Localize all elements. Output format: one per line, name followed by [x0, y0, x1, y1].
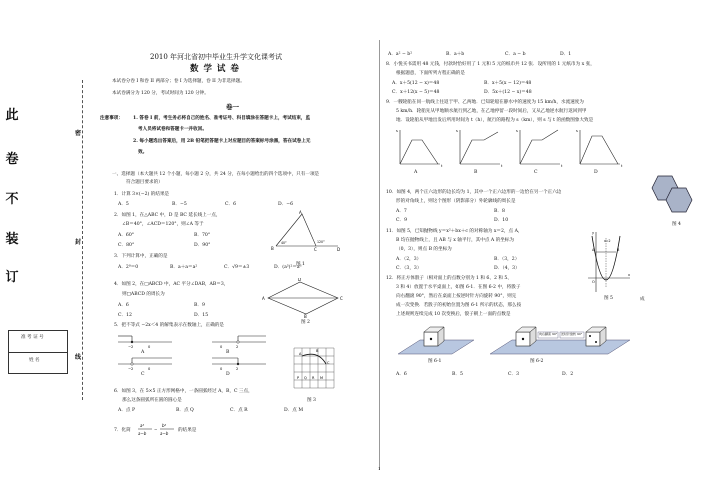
question-text: 成一次变换．若骰子的初始位置为图 6-1 所示的状态，那么按: [396, 303, 522, 308]
svg-text:0: 0: [220, 345, 223, 349]
question-text: ∠B＝40°，∠ACD＝120°，则∠A 等于: [122, 222, 204, 227]
option: D．(a³)²＝a⁶: [274, 265, 302, 270]
figure-caption: 图 6-2: [530, 359, 544, 364]
section-title: 符合题目要求的）: [126, 180, 163, 185]
option: A．点 P: [118, 408, 136, 413]
graph-d: [580, 130, 620, 164]
svg-text:C: C: [327, 361, 330, 365]
line-ending-text: 成: [640, 297, 645, 302]
number-line-b: [212, 336, 266, 349]
binding-line: [82, 80, 83, 400]
figure-caption: 图 1: [296, 262, 305, 267]
svg-text:−2: −2: [128, 345, 134, 349]
option: A．a² − b²: [388, 52, 413, 57]
seal-char: 密: [75, 130, 82, 137]
seal-char: 封: [75, 239, 82, 246]
number-line-d: [212, 358, 266, 371]
question-text: 形的对角线上，则这个图形（阴影部分）外轮廓线的周长是: [396, 199, 516, 204]
option: B．a＋b: [446, 52, 465, 57]
svg-text:t: t: [501, 164, 503, 168]
number-line-a: [118, 336, 172, 349]
option: B．5: [452, 372, 463, 377]
svg-text:0: 0: [220, 367, 223, 371]
svg-text:0: 0: [148, 345, 151, 349]
sidebar-char: 不: [5, 192, 19, 207]
question-text: 11．如图 5，已知抛物线 y＝x²＋bx＋c 的对称轴为 x＝2，点 A，: [386, 229, 523, 234]
option: D．5x＋(12 − x)＝48: [484, 90, 532, 95]
seal-char: 线: [75, 354, 82, 361]
option: A．x＋5(12 − x)＝48: [392, 81, 440, 86]
question-text: 则□ABCD 的周长为: [122, 292, 165, 297]
option-label: B: [226, 350, 230, 355]
option: A．60°: [118, 233, 135, 238]
volume-title: 卷一: [226, 103, 239, 111]
question-text: 8．小悦买书需用 48 元钱，付款时恰好用了 1 元和 5 元的纸币共 12 张．设所用的 1 元纸币为 x 张，: [386, 62, 595, 67]
svg-text:x: x: [628, 273, 631, 277]
exam-title: 2010 年河北省初中毕业生升学文化课考试: [150, 53, 283, 61]
svg-text:R: R: [312, 376, 315, 380]
svg-text:s: s: [396, 129, 398, 133]
svg-text:D: D: [337, 247, 341, 252]
svg-text:C: C: [340, 296, 343, 301]
option: A．（2，3）: [396, 257, 422, 262]
option-label: C: [534, 170, 538, 175]
sidebar-char: 订: [5, 270, 19, 285]
svg-text:O: O: [592, 280, 595, 284]
question-text: 1．计算 3×(−2) 的结果是: [114, 192, 170, 197]
option-label: B: [474, 170, 478, 175]
arc: [302, 354, 326, 364]
question-text: 向右翻滚 90°，然后在桌面上按逆时针方向旋转 90°，则完: [396, 294, 517, 299]
notice-label: 注意事项：: [100, 116, 123, 121]
question-text: 3 和 4）放置于水平桌面上，如图 6-1．在图 6-2 中，将骰子: [396, 285, 521, 290]
option: A．6: [396, 372, 407, 377]
svg-text:A: A: [299, 352, 302, 356]
dice-1: [424, 327, 444, 346]
examinee-id-label: 准 考 证 号: [21, 335, 44, 340]
option: C．6: [225, 202, 237, 207]
option: C．80°: [118, 243, 135, 248]
option-label: D: [594, 170, 598, 175]
svg-text:b²: b²: [162, 423, 167, 428]
figure-caption: 图 5: [604, 296, 613, 301]
option: A．7: [396, 209, 407, 214]
option-label: A: [414, 170, 418, 175]
rotate-label: 逆时针旋转 90°: [561, 332, 583, 336]
q9-graphs: [394, 126, 634, 174]
option-label: A: [141, 350, 145, 355]
option: A．2⁰＝0: [118, 265, 139, 270]
option: C．点 R: [230, 408, 248, 413]
svg-text:x=2: x=2: [604, 239, 611, 243]
section-title: 一、选择题（本大题共 12 个小题，每小题 2 分，共 24 分，在每小题给出的四个选项中，只有一项是: [112, 172, 320, 177]
option: C．12: [118, 313, 132, 318]
svg-text:B: B: [617, 248, 620, 252]
note-line: 本试卷满分为 120 分，考试时间为 120 分钟。: [112, 91, 209, 96]
svg-text:B: B: [304, 314, 307, 318]
option: D．10: [494, 218, 509, 223]
option: C．3: [508, 372, 520, 377]
option: C．9: [396, 218, 408, 223]
page-number: 1: [378, 466, 381, 471]
notice-line: 考人员将试卷和答题卡一并收回。: [138, 127, 207, 132]
question-text: 12．将正方体骰子（相对面上的点数分别为 1 和 6、2 和 5、: [386, 276, 512, 281]
notice-line: 2. 每小题选出答案后，用 2B 铅笔把答题卡上对应题目的答案标号涂黑，答在试卷上无: [133, 139, 311, 144]
figure-4-hexagons: [648, 172, 704, 222]
svg-text:s: s: [576, 129, 578, 133]
column-divider: [379, 40, 380, 470]
option: D．1: [560, 52, 572, 57]
option: A．6: [118, 303, 129, 308]
question-text: 根据题意，下面所列方程正确的是: [396, 71, 465, 76]
sidebar-char: 此: [5, 108, 19, 123]
option: C．√9＝±3: [224, 265, 250, 270]
option: C．a − b: [505, 52, 526, 57]
svg-text:B: B: [271, 246, 274, 251]
svg-text:t: t: [441, 164, 443, 168]
option-label: D: [226, 372, 230, 377]
question-text: 10．如图 4，两个正六边形的边长均为 1，其中一个正六边形的一边恰在另一个正六边: [386, 190, 562, 195]
svg-text:40°: 40°: [281, 241, 287, 245]
dice-3: [586, 327, 606, 346]
roll-label: 向右翻滚 90°: [539, 332, 558, 336]
svg-text:a−b: a−b: [160, 431, 169, 436]
svg-text:D: D: [298, 278, 302, 282]
svg-text:P: P: [297, 376, 300, 380]
graph-a: [400, 130, 440, 164]
svg-text:t: t: [621, 164, 623, 168]
svg-text:B: B: [316, 349, 319, 353]
dice-2: [516, 327, 536, 346]
svg-text:t: t: [561, 164, 563, 168]
graph-c: [520, 130, 560, 164]
question-text: 地．设轮船从甲地出发后所用时间为 t（h），航行的路程为 s（km），则 s 与 t 的函数图象大致是: [396, 118, 594, 123]
svg-text:s: s: [456, 129, 458, 133]
figure-3-grid: [292, 346, 336, 392]
svg-text:−: −: [154, 427, 158, 432]
option: D．90°: [194, 243, 211, 248]
svg-text:y: y: [592, 231, 595, 235]
question-text: 的结果是: [178, 428, 197, 433]
question-text: B 均在抛物线上，且 AB 与 x 轴平行，其中点 A 的坐标为: [396, 238, 515, 243]
question-text: 9．一艘轮船在同一航线上往返于甲、乙两地．已知轮船在静水中的速度为 15 km/h，水流速度为: [386, 100, 584, 105]
option: D．点 M: [284, 408, 304, 413]
figure-caption: 图 6-1: [428, 359, 442, 364]
figure-caption: 图 3: [307, 398, 316, 403]
svg-text:A: A: [299, 210, 302, 215]
figure-caption: 图 4: [672, 222, 681, 227]
sidebar-char: 卷: [5, 152, 19, 167]
svg-text:120°: 120°: [317, 240, 325, 244]
sidebar-char: 装: [5, 232, 19, 247]
svg-text:C: C: [314, 247, 317, 252]
table-plane-2: [490, 340, 630, 354]
svg-text:A: A: [592, 248, 595, 252]
option: B．（3，2）: [494, 257, 520, 262]
box-divider: [9, 352, 67, 353]
name-label: 姓 名: [29, 358, 40, 363]
number-line-options: [112, 332, 272, 378]
question-text: 那么这条圆弧所在圆的圆心是: [122, 398, 182, 403]
svg-text:A: A: [262, 296, 265, 301]
option: B．70°: [194, 233, 211, 238]
question-text: 7．化简: [114, 428, 131, 433]
option: D．−6: [278, 202, 294, 207]
exam-subtitle: 数 学 试 卷: [190, 64, 240, 74]
option: B．点 Q: [176, 408, 194, 413]
option: B．8: [494, 209, 505, 214]
question-text: 3．下列计算中，正确的是: [114, 254, 168, 259]
svg-text:s: s: [516, 129, 518, 133]
option: D．15: [194, 313, 209, 318]
svg-text:Q: Q: [304, 376, 307, 380]
question-text: 4．如图 2，在□ABCD 中，AC 平分∠DAB，AB＝3，: [114, 282, 229, 287]
figure-2-rhombus: [262, 278, 348, 318]
option: B．9: [194, 303, 205, 308]
option: C．（3，3）: [396, 266, 422, 271]
option: B．a＋a＝a²: [170, 265, 198, 270]
svg-text:2: 2: [236, 345, 239, 349]
option: B．−5: [172, 202, 187, 207]
hexagon-right: [666, 188, 692, 212]
figure-caption: 图 2: [301, 320, 310, 325]
svg-text:a−b: a−b: [138, 431, 147, 436]
question-text: 5 km/h．轮船先从甲地顺水航行到乙地，在乙地停留一段时间后，又从乙地逆水航行返回到甲: [396, 109, 587, 114]
question-text: 2．如图 1，在△ABC 中，D 是 BC 延长线上一点，: [114, 213, 221, 218]
note-line: 本试卷分卷 I 和卷 II 两部分；卷 I 为选择题，卷 II 为非选择题。: [112, 79, 245, 84]
option: C．x＋12(x − 5)＝48: [392, 90, 440, 95]
question-text: 上述规则连续完成 10 次变换后，骰子朝上一面的点数是: [396, 312, 511, 317]
option-label: C: [141, 372, 145, 377]
svg-text:2: 2: [236, 367, 239, 371]
figure-5-parabola: [584, 228, 634, 298]
question-text: 5．把不等式 −2x＜4 的解集表示在数轴上，正确的是: [114, 323, 225, 328]
number-line-c: [118, 358, 172, 371]
svg-text:0: 0: [148, 367, 151, 371]
graph-b: [460, 130, 500, 164]
option: A．5: [118, 202, 129, 207]
figure-6-dice: [394, 324, 634, 362]
svg-text:−2: −2: [128, 367, 134, 371]
examinee-info-box: [8, 330, 68, 374]
option: D．（4，3）: [494, 266, 520, 271]
notice-line: 效。: [138, 150, 148, 155]
notice-line: 1. 答卷 I 前，考生务必将自己的姓名、准考证号、科目填涂在答题卡上，考试结束，监: [133, 116, 311, 121]
svg-text:M: M: [320, 376, 324, 380]
option: D．2: [562, 372, 574, 377]
q7-expression: [138, 420, 178, 442]
question-text: 6．如图 3，在 5×5 正方形网格中，一条圆弧经过 A，B，C 三点，: [114, 389, 253, 394]
question-text: （0，3），则点 B 的坐标为: [396, 247, 452, 252]
figure-1-triangle: [268, 210, 348, 258]
svg-text:a²: a²: [140, 423, 145, 428]
option: B．x＋5(x − 12)＝48: [484, 81, 532, 86]
